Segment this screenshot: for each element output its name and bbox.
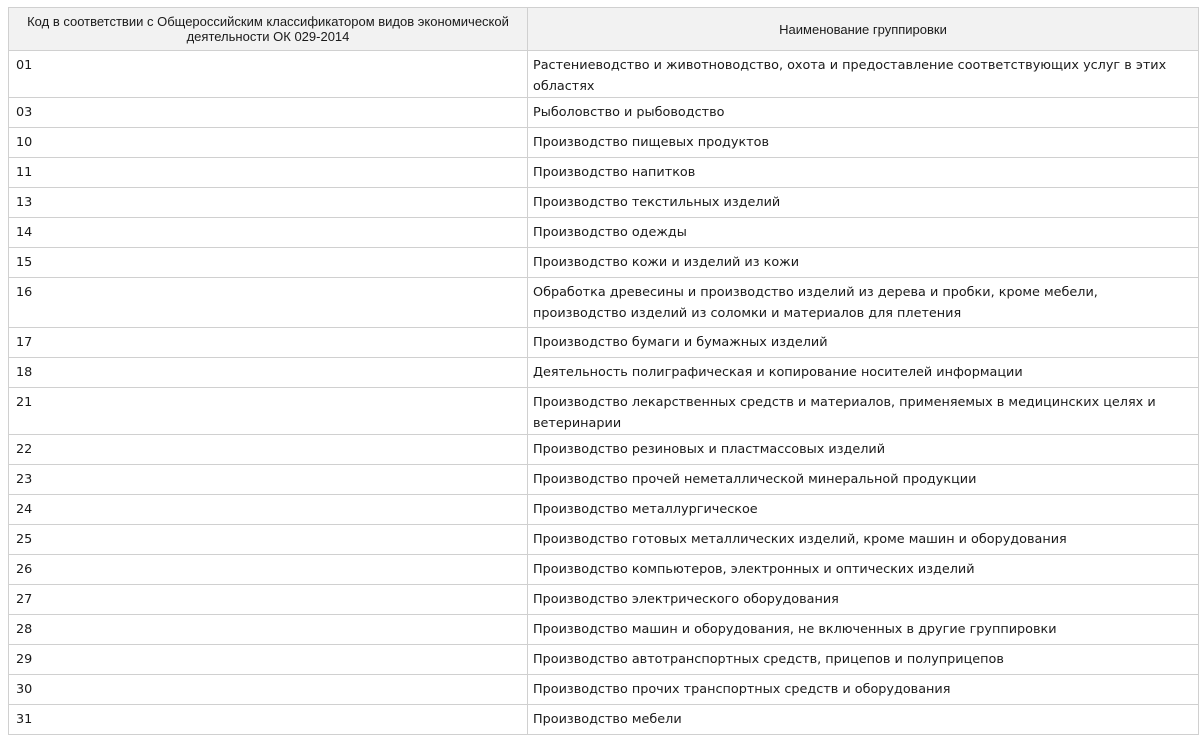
row-name: Производство текстильных изделий (528, 188, 1199, 218)
row-name: Производство металлургическое (528, 495, 1199, 525)
row-name: Производство электрического оборудования (528, 585, 1199, 615)
row-name: Рыболовство и рыбоводство (528, 98, 1199, 128)
header-row (9, 8, 1199, 51)
row-code: 16 (9, 278, 528, 328)
table-row (9, 555, 1199, 585)
row-code: 22 (9, 435, 528, 465)
row-name: Производство напитков (528, 158, 1199, 188)
row-name: Производство готовых металлических изделий, кроме машин и оборудования (528, 525, 1199, 555)
row-name: Производство компьютеров, электронных и оптических изделий (528, 555, 1199, 585)
row-name: Деятельность полиграфическая и копирование носителей информации (528, 358, 1199, 388)
row-code: 27 (9, 585, 528, 615)
row-name: Производство мебели (528, 705, 1199, 735)
table-row (9, 388, 1199, 435)
column-header-name: Наименование группировки (528, 8, 1199, 51)
row-name: Обработка древесины и производство изделий из дерева и пробки, кроме мебели, производство изделий из соломки и материалов для плетения (528, 278, 1199, 328)
table-row (9, 645, 1199, 675)
row-code: 15 (9, 248, 528, 278)
row-code: 18 (9, 358, 528, 388)
table-row (9, 435, 1199, 465)
row-code: 10 (9, 128, 528, 158)
row-code: 11 (9, 158, 528, 188)
row-code: 30 (9, 675, 528, 705)
table-row (9, 188, 1199, 218)
table-row (9, 248, 1199, 278)
table-row (9, 98, 1199, 128)
row-code: 23 (9, 465, 528, 495)
column-header-code: Код в соответствии с Общероссийским классификатором видов экономической деятельности ОК 029-2014 (9, 8, 528, 51)
row-name: Растениеводство и животноводство, охота и предоставление соответствующих услуг в этих областях (528, 51, 1199, 98)
table-row (9, 218, 1199, 248)
row-name: Производство кожи и изделий из кожи (528, 248, 1199, 278)
row-name: Производство лекарственных средств и материалов, применяемых в медицинских целях и ветеринарии (528, 388, 1199, 435)
table-row (9, 278, 1199, 328)
table-row (9, 358, 1199, 388)
table-row (9, 585, 1199, 615)
row-name: Производство машин и оборудования, не включенных в другие группировки (528, 615, 1199, 645)
table-row (9, 705, 1199, 735)
row-name: Производство бумаги и бумажных изделий (528, 328, 1199, 358)
row-code: 24 (9, 495, 528, 525)
row-name: Производство одежды (528, 218, 1199, 248)
row-code: 17 (9, 328, 528, 358)
row-code: 14 (9, 218, 528, 248)
table-row (9, 495, 1199, 525)
row-code: 01 (9, 51, 528, 98)
row-code: 13 (9, 188, 528, 218)
okved-table (8, 7, 1199, 735)
row-code: 03 (9, 98, 528, 128)
table-row (9, 51, 1199, 98)
row-name: Производство резиновых и пластмассовых изделий (528, 435, 1199, 465)
row-code: 21 (9, 388, 528, 435)
row-code: 26 (9, 555, 528, 585)
table-row (9, 675, 1199, 705)
table-row (9, 158, 1199, 188)
row-name: Производство пищевых продуктов (528, 128, 1199, 158)
row-name: Производство прочей неметаллической минеральной продукции (528, 465, 1199, 495)
row-code: 29 (9, 645, 528, 675)
table-row (9, 615, 1199, 645)
row-name: Производство прочих транспортных средств и оборудования (528, 675, 1199, 705)
table-row (9, 328, 1199, 358)
table-row (9, 525, 1199, 555)
table-header (9, 8, 1199, 51)
row-name: Производство автотранспортных средств, прицепов и полуприцепов (528, 645, 1199, 675)
table-row (9, 128, 1199, 158)
row-code: 31 (9, 705, 528, 735)
row-code: 28 (9, 615, 528, 645)
table-body (9, 51, 1199, 735)
table-row (9, 465, 1199, 495)
row-code: 25 (9, 525, 528, 555)
